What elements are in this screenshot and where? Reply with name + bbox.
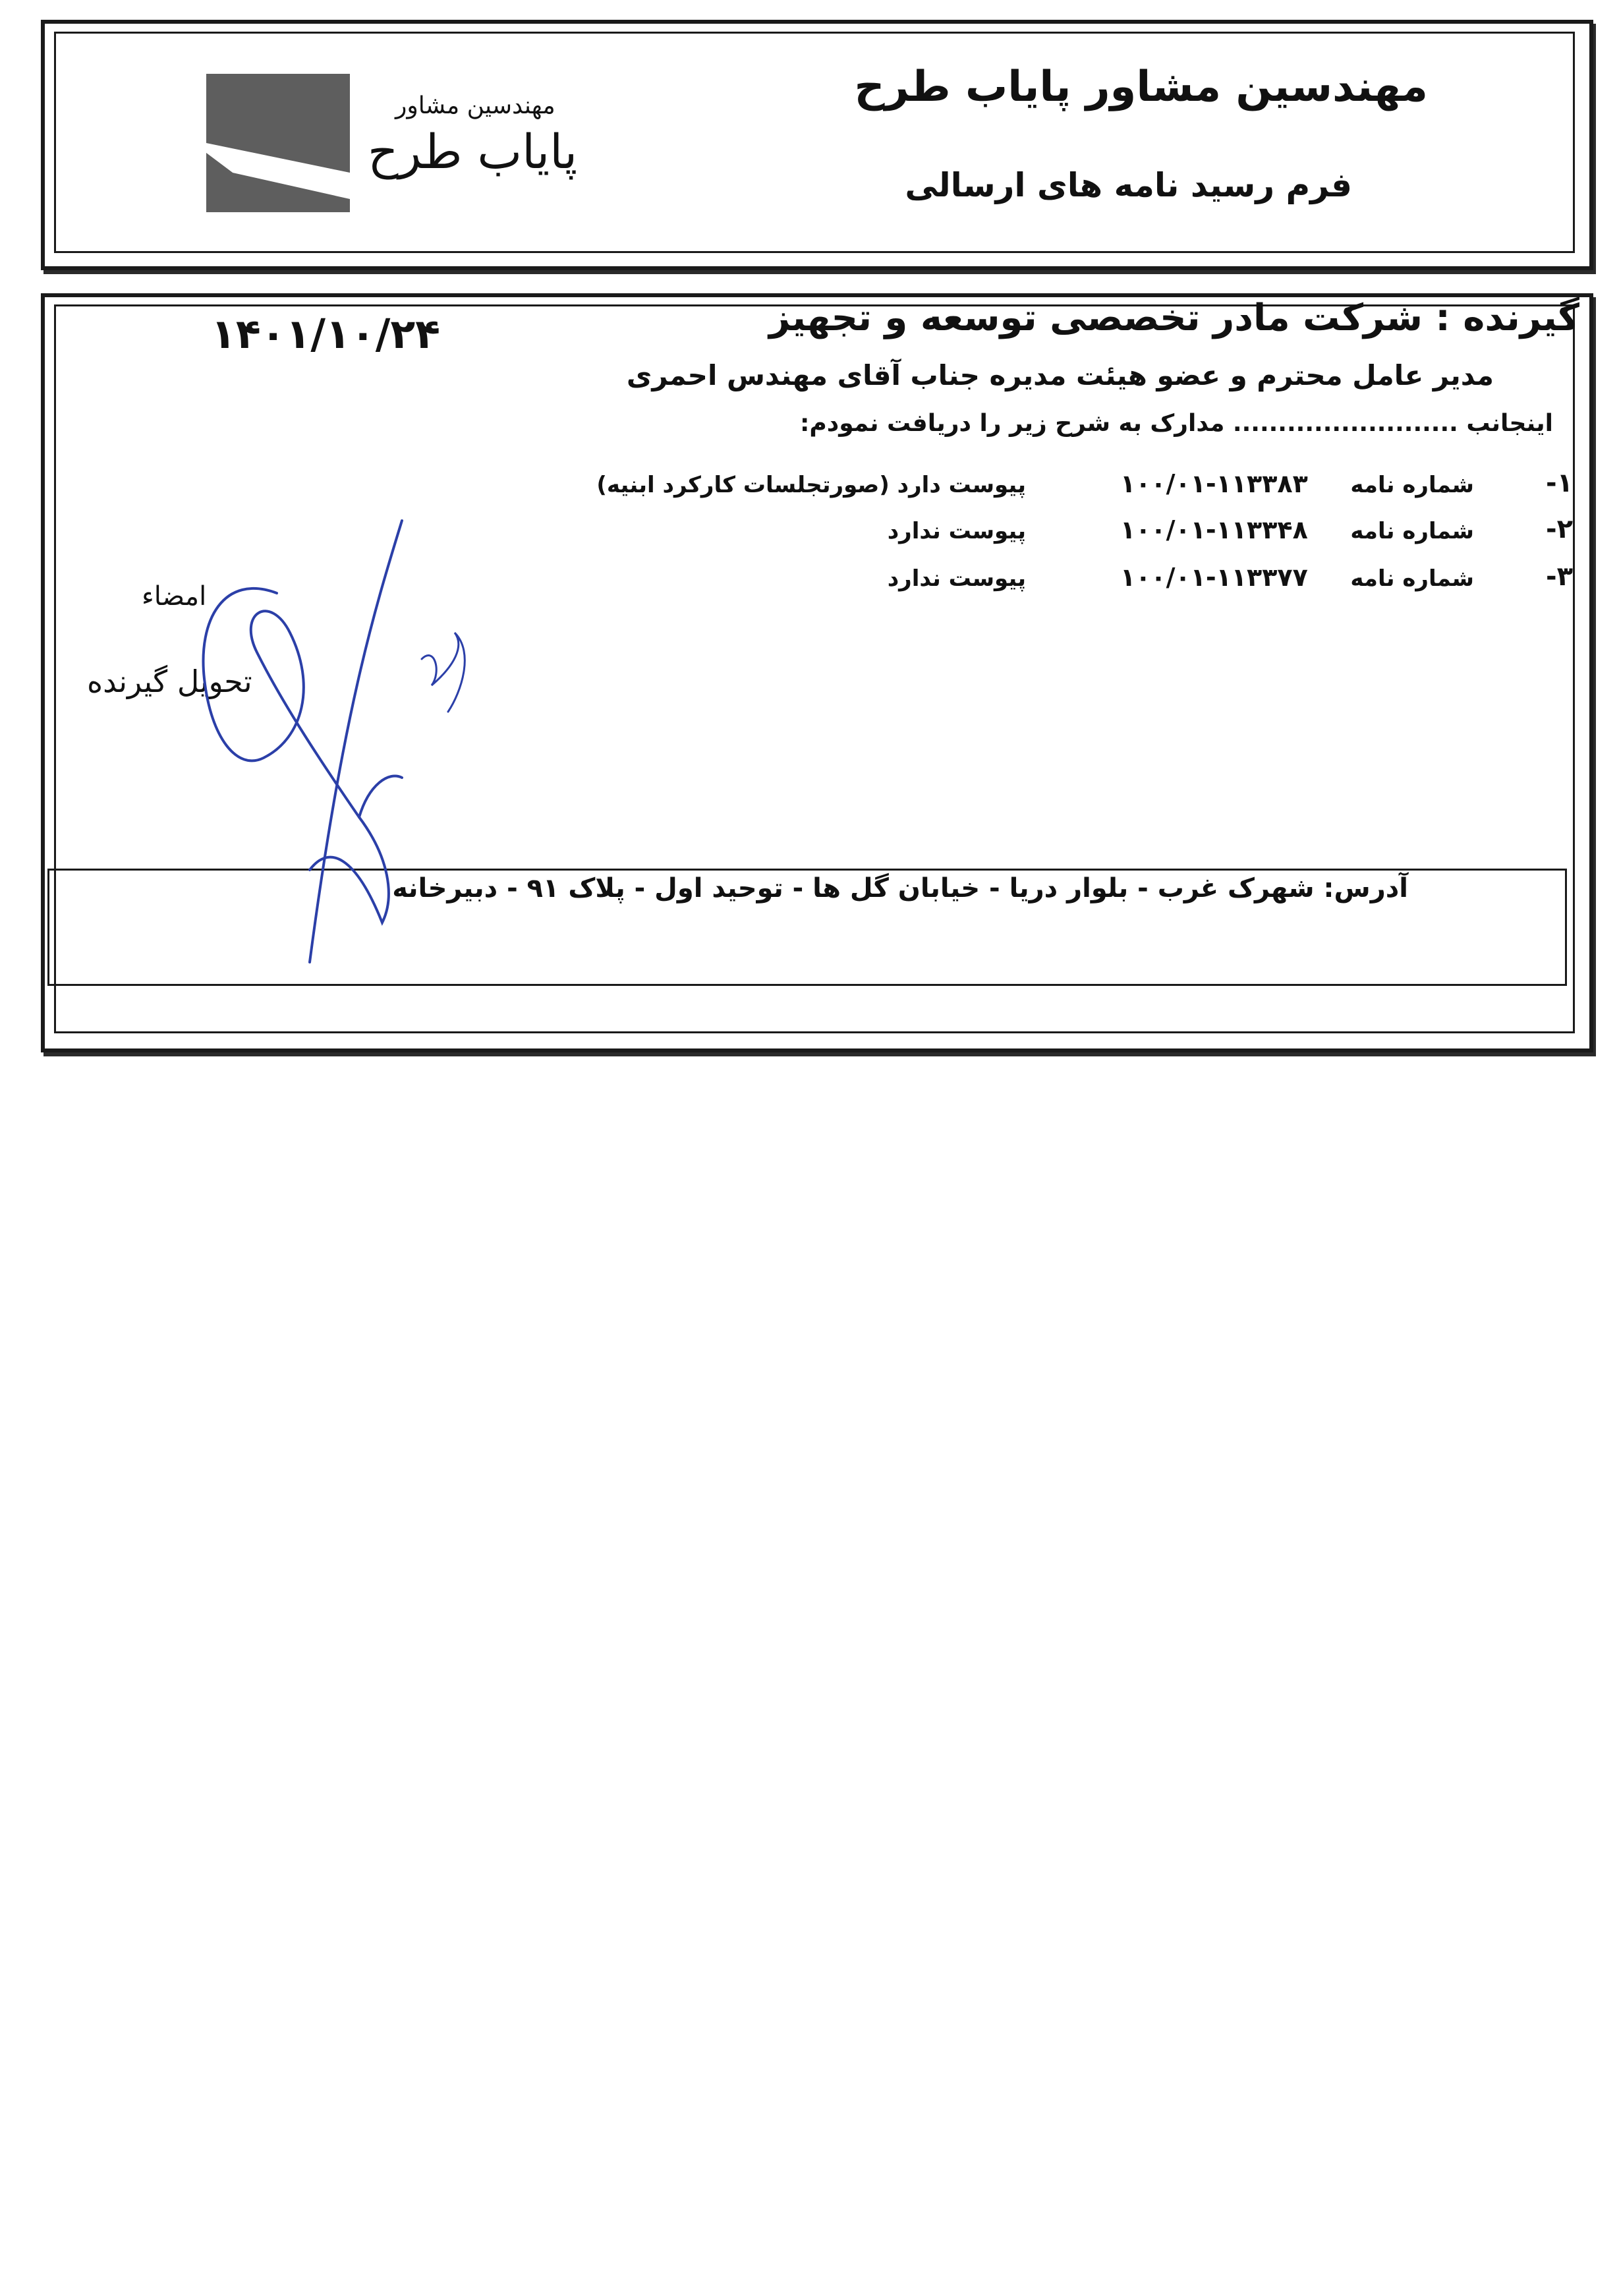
- item-number: ۳-: [1545, 561, 1573, 592]
- attachment-status: پیوست دارد (صورتجلسات کارکرد ابنیه): [596, 472, 1026, 498]
- intro-line: اینجانب ......................... مدارک به شرح زیر را دریافت نمودم:: [800, 410, 1553, 437]
- attachment-status: پیوست ندارد: [887, 565, 1026, 592]
- recipient-line: گیرنده : شرکت مادر تخصصی توسعه و تجهیز: [768, 297, 1579, 339]
- handwritten-signature: [0, 0, 1619, 1054]
- item-label: شماره نامه: [1350, 518, 1474, 544]
- letter-number: ۱۰۰/۰۱-۱۱۳۳۸۳: [1120, 469, 1308, 498]
- item-label: شماره نامه: [1350, 565, 1474, 592]
- item-label: شماره نامه: [1350, 472, 1474, 498]
- document-date: ۱۴۰۱/۱۰/۲۴: [211, 310, 441, 358]
- company-title: مهندسین مشاور پایاب طرح: [854, 63, 1428, 111]
- logo-text-top: مهندسین مشاور: [395, 92, 555, 119]
- attachment-status: پیوست ندارد: [887, 518, 1026, 544]
- address-line: آدرس: شهرک غرب - بلوار دریا - خیابان گل ها - توحید اول - پلاک ۹۱ - دبیرخانه: [392, 873, 1408, 904]
- form-title: فرم رسید نامه های ارسالی: [905, 166, 1352, 204]
- item-number: ۲-: [1545, 514, 1573, 544]
- letter-number: ۱۰۰/۰۱-۱۱۳۳۴۸: [1120, 515, 1308, 544]
- logo-text-bottom: پایاب طرح: [368, 124, 578, 179]
- item-number: ۱-: [1545, 468, 1573, 498]
- recipient-subtitle: مدیر عامل محترم و عضو هیئت مدیره جناب آقای مهندس احمری: [626, 359, 1494, 391]
- signature-label: امضاء: [142, 581, 207, 612]
- receiver-label: تحویل گیرنده: [87, 664, 252, 699]
- letter-number: ۱۰۰/۰۱-۱۱۳۳۷۷: [1120, 563, 1308, 592]
